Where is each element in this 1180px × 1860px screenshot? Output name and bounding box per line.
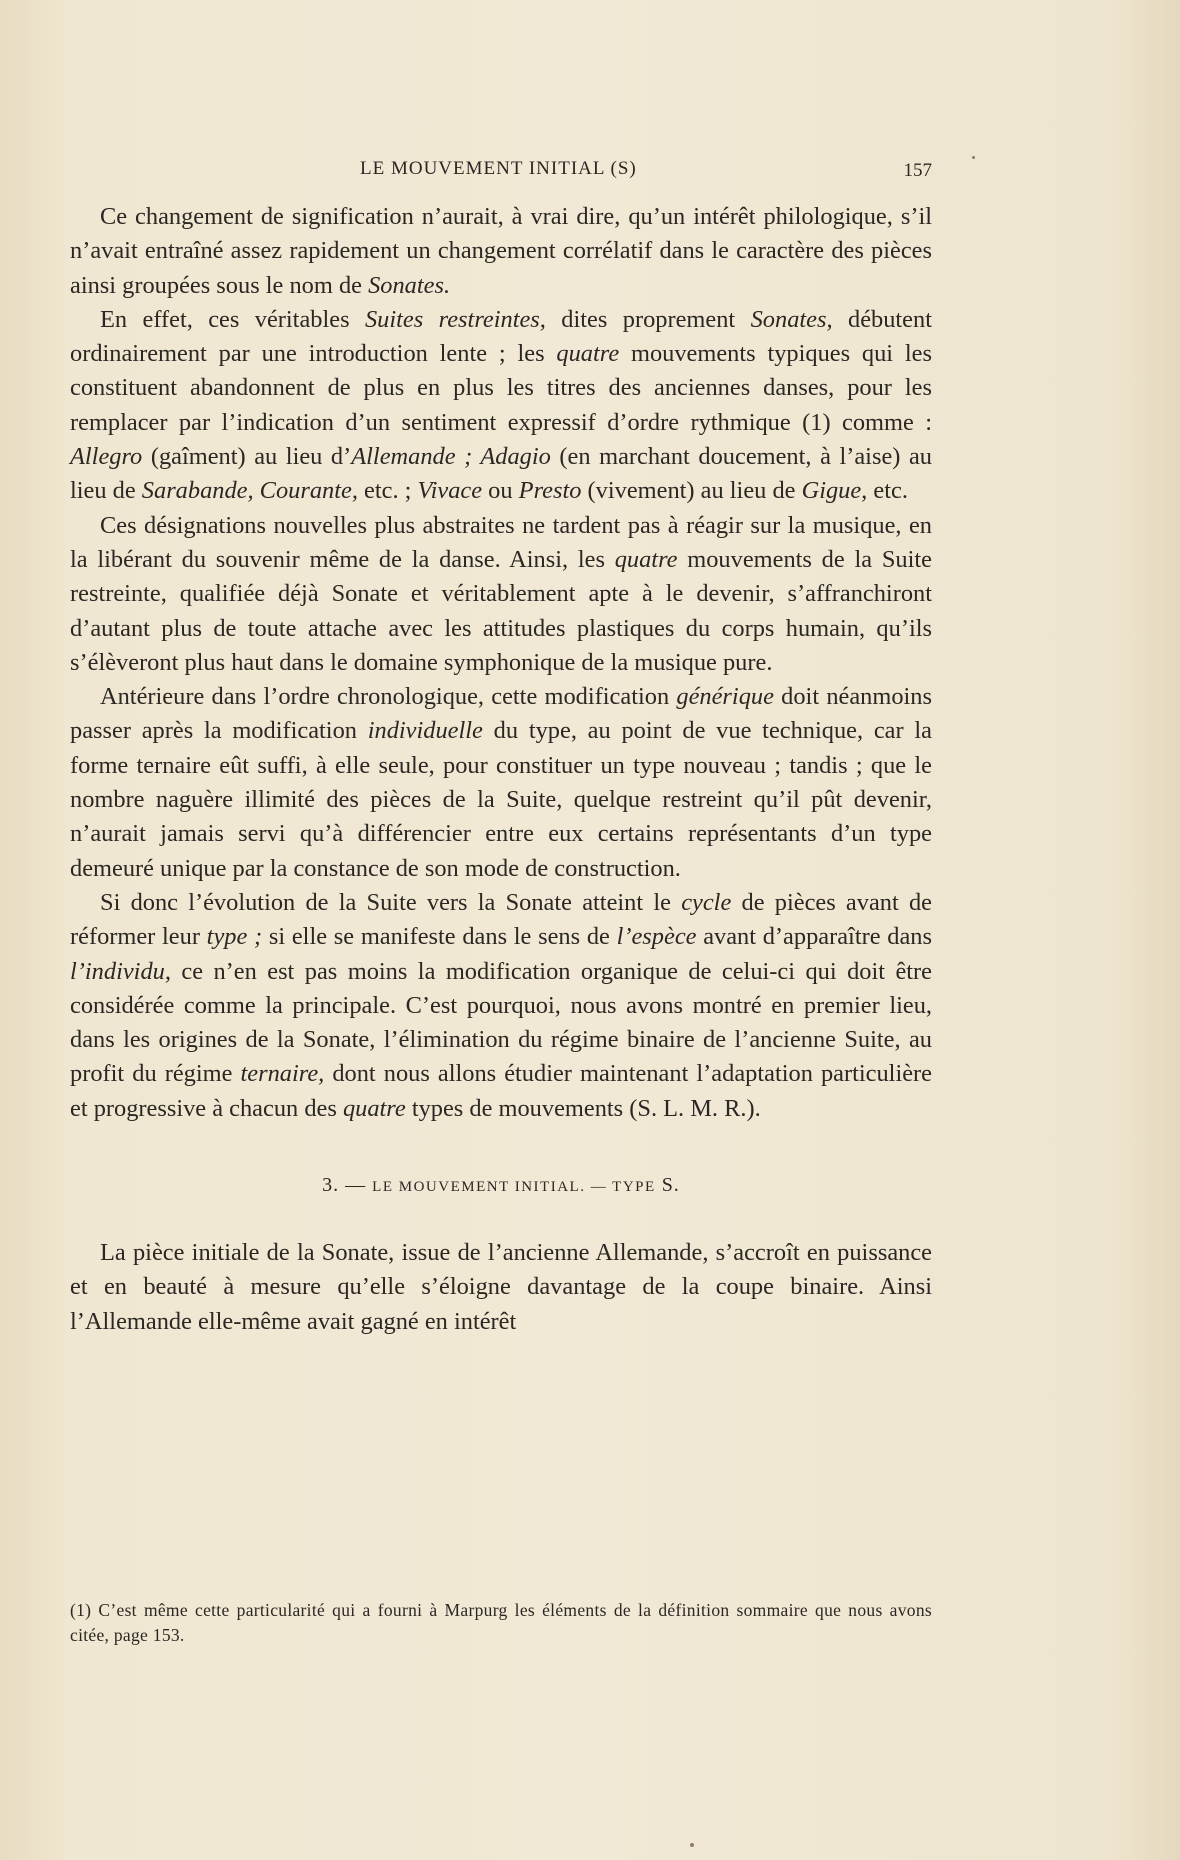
italic-text: Presto [518,477,582,505]
italic-text: l’espèce [616,923,697,951]
italic-text: quatre [614,545,678,573]
italic-text: Sonates. [368,271,451,299]
text-run: dont nous allons étudier maintenant l’adaptation particulière et progressive à chacun des [70,1060,933,1122]
text-run: Ces désignations nouvelles plus abstraites ne tardent pas à réagir sur la musique, en la libérant du souvenir même de la danse. Ainsi, les [70,511,932,573]
italic-text: Suites restreintes, [364,305,546,333]
text-run: si elle se manifeste dans le sens de [262,923,617,951]
page-header [70,158,932,188]
text-run: (vivement) au lieu de [581,477,802,505]
text-run: de pièces avant de réformer leur [70,888,932,951]
italic-text: Vivace [417,477,483,505]
text-run: (gaîment) au lieu d’ [142,443,352,471]
paragraph-1 [70,200,932,303]
text-run: Antérieure dans l’ordre chronologique, cette modification [100,683,677,711]
italic-text: quatre [342,1094,406,1122]
text-run: La pièce initiale de la Sonate, issue de l’ancienne Allemande, s’accroît en puissance et en beauté à mesure qu’elle s’éloigne davantage de la coupe binaire. Ainsi l’Allemande elle-même avait gagné en intérêt [70,1239,932,1335]
paragraph-6 [70,1236,932,1339]
italic-text: quatre [556,340,620,368]
text-run: En effet, ces véritables [100,305,365,333]
text-run: dites proprement [545,305,751,333]
main-text [70,200,932,1339]
italic-text: individuelle [367,717,483,745]
text-run: doit néanmoins passer après la modification [70,683,932,745]
section-title: LE MOUVEMENT INITIAL. — TYPE [372,1179,656,1196]
text-run: mouvements typiques qui les constituent abandonnent de plus en plus les titres des anciennes danses, pour les remplacer par l’indication d’un sentiment expressif d’ordre rythmique (1) comme : [70,340,932,436]
italic-text: Sarabande, Courante, [141,477,358,505]
section-number: 3. — [322,1174,367,1197]
text-run: Si donc l’évolution de la Suite vers la Sonate atteint le [100,888,682,916]
text-run: avant d’apparaître dans [696,923,932,951]
italic-text: Allegro [70,443,143,471]
section-heading [70,1170,932,1202]
italic-text: ternaire, [240,1060,325,1088]
paragraph-4 [70,680,932,886]
section-letter: S. [661,1174,680,1197]
text-run: ce n’en est pas moins la modification organique de celui-ci qui doit être considérée comme la principale. C’est pourquoi, nous avons montré en premier lieu, dans les origines de la Sonate, l’élimination du régime binaire de l’ancienne Suite, au profit du régime [70,957,932,1088]
paragraph-2 [70,303,932,509]
footnote: (1) C’est même cette particularité qui a fourni à Marpurg les éléments de la définition sommaire que nous avons citée, page 153. [70,1600,932,1645]
italic-text: Sonates, [750,305,833,333]
page-number: 157 [903,160,932,181]
italic-text: générique [676,683,774,711]
italic-text: type ; [206,923,263,951]
text-run: débutent ordinairement par une introduction lente ; les [70,305,932,368]
text-run: Ce changement de signification n’aurait, à vrai dire, qu’un intérêt philologique, s’il n’avait entraîné assez rapidement un changement corrélatif dans le caractère des pièces ainsi groupées sous le nom de [70,203,932,299]
paper-speck [972,156,975,159]
italic-text: Allemande ; Adagio [351,443,551,471]
text-run: ou [482,477,519,505]
text-run: du type, au point de vue technique, car la forme ternaire eût suffi, à elle seule, pour constituer un type nouveau ; tandis ; que le nombre naguère illimité des pièces de la Suite, quelque restreint qu’il pût devenir, n’aurait jamais servi qu’à différencier entre eux certains représentants d’un type demeuré unique par la constance de son mode de construction. [70,717,932,882]
paper-speck [690,1843,694,1847]
text-run: (en marchant doucement, à l’aise) au lieu de [70,443,932,505]
text-run: etc. [867,477,908,505]
text-run: types de mouvements (S. L. M. R.). [405,1094,761,1122]
italic-text: l’individu, [70,957,171,985]
running-title: LE MOUVEMENT INITIAL (S) [360,158,637,179]
text-run: etc. ; [357,477,418,505]
paragraph-3 [70,509,932,680]
paragraph-5 [70,886,932,1126]
italic-text: cycle [681,888,732,916]
italic-text: Gigue, [801,477,868,505]
text-run: mouvements de la Suite restreinte, qualifiée déjà Sonate et véritablement apte à le devenir, s’affranchiront d’autant plus de toute attache avec les attitudes plastiques du corps humain, qu’ils s’élèveront plus haut dans le domaine symphonique de la musique pure. [70,545,932,676]
